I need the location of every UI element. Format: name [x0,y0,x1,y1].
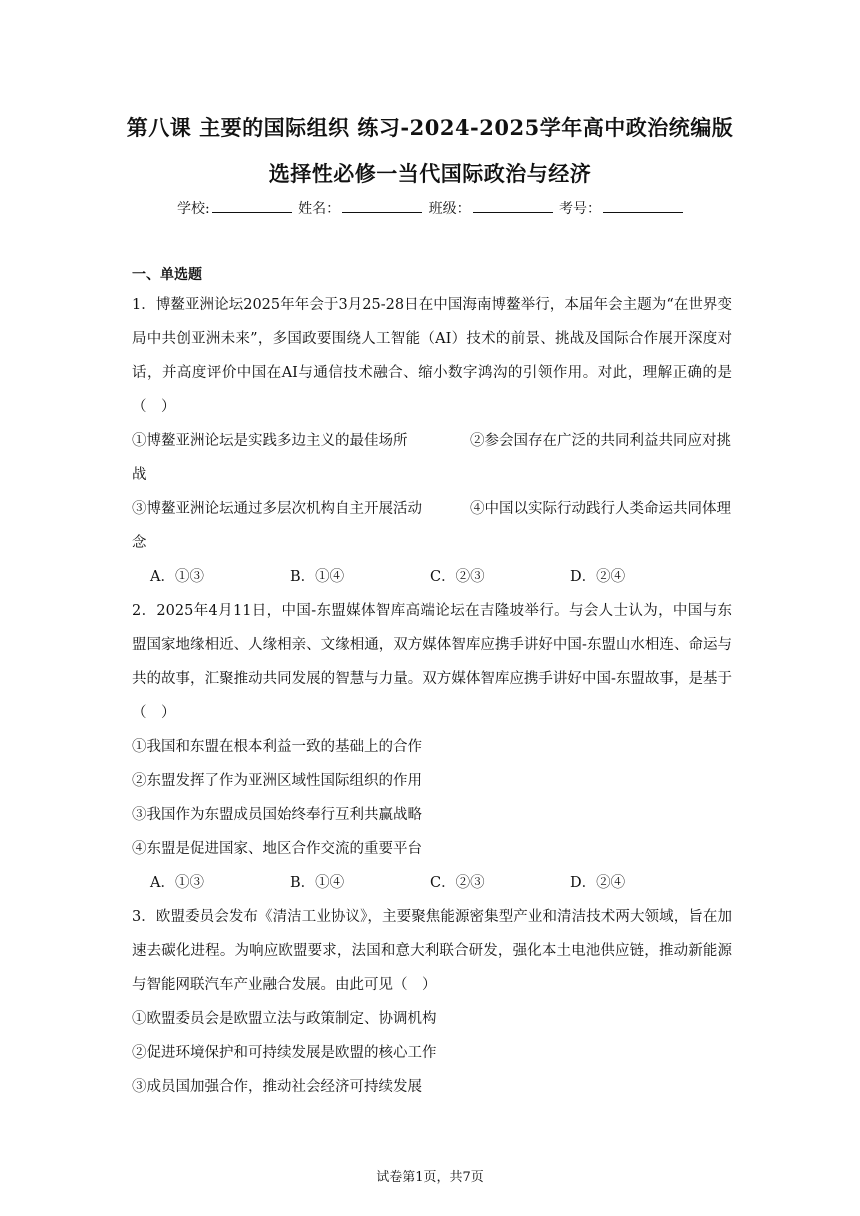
statement-row [132,492,732,560]
statement: ②参会国存在广泛的共同利益共同应对挑战 [132,433,731,483]
document-title-line2: 选择性必修一当代国际政治与经济 [268,161,592,186]
school-field[interactable] [177,198,292,218]
name-blank[interactable] [342,198,422,213]
name-field[interactable] [298,198,422,218]
question-3 [132,900,732,1104]
statement: ②东盟发挥了作为亚洲区域性国际组织的作用 [132,773,422,789]
answer-option-d[interactable]: D．②④ [570,875,626,891]
question-stem: 3．欧盟委员会发布《清洁工业协议》，主要聚焦能源密集型产业和清洁技术两大领域，旨在加速去碳化进程。为响应欧盟要求，法国和意大利联合研发，强化本土电池供应链，推动新能源与智能网联汽车产业融合发展。由此可见（ ） [132,909,732,993]
exam-no-blank[interactable] [603,198,683,213]
exam-no-field[interactable] [559,198,683,218]
statement: ①博鳌亚洲论坛是实践多边主义的最佳场所 [132,433,408,449]
exam-no-label: 考号： [559,201,602,217]
answer-choices [132,560,732,594]
answer-option-b[interactable]: B．①④ [290,875,345,891]
answer-option-a[interactable]: A．①③ [150,875,204,891]
class-blank[interactable] [473,198,553,213]
statement: ③博鳌亚洲论坛通过多层次机构自主开展活动 [132,501,422,517]
student-info-line [0,198,860,218]
question-2 [132,594,732,900]
school-blank[interactable] [212,198,292,213]
statement-row [132,424,732,492]
question-1 [132,288,732,594]
class-field[interactable] [429,198,553,218]
statement: ④中国以实际行动践行人类命运共同体理念 [132,501,731,551]
answer-choices [132,866,732,900]
name-label: 姓名： [298,201,341,217]
answer-option-c[interactable]: C．②③ [430,569,485,585]
statement: ③成员国加强合作，推动社会经济可持续发展 [132,1079,422,1095]
statement: ④东盟是促进国家、地区合作交流的重要平台 [132,841,422,857]
answer-option-c[interactable]: C．②③ [430,875,485,891]
answer-option-d[interactable]: D．②④ [570,569,626,585]
answer-option-a[interactable]: A．①③ [150,569,204,585]
school-label: 学校: [176,201,210,217]
statement: ①我国和东盟在根本利益一致的基础上的合作 [132,739,422,755]
statement: ①欧盟委员会是欧盟立法与政策制定、协调机构 [132,1011,437,1027]
section-heading: 一、单选题 [132,267,202,283]
question-list [132,288,732,1104]
answer-option-b[interactable]: B．①④ [290,569,345,585]
document-title-line1: 第八课 主要的国际组织 练习-2024-2025学年高中政治统编版 [126,115,734,140]
statement: ③我国作为东盟成员国始终奉行互利共赢战略 [132,807,422,823]
statement: ②促进环境保护和可持续发展是欧盟的核心工作 [132,1045,437,1061]
page-footer: 试卷第1页，共7页 [376,1170,484,1185]
question-stem: 2．2025年4月11日，中国-东盟媒体智库高端论坛在吉隆坡举行。与会人士认为，中国与东盟国家地缘相近、人缘相亲、文缘相通，双方媒体智库应携手讲好中国-东盟山水相连、命运与共的故事，汇聚推动共同发展的智慧与力量。双方媒体智库应携手讲好中国-东盟故事，是基于（ ） [132,603,732,721]
class-label: 班级： [428,201,471,217]
question-stem: 1．博鳌亚洲论坛2025年年会于3月25-28日在中国海南博鳌举行，本届年会主题为“在世界变局中共创亚洲未来”，多国政要围绕人工智能（AI）技术的前景、挑战及国际合作展开深度对话，并高度评价中国在AI与通信技术融合、缩小数字鸿沟的引领作用。对此，理解正确的是（ ） [132,297,732,415]
